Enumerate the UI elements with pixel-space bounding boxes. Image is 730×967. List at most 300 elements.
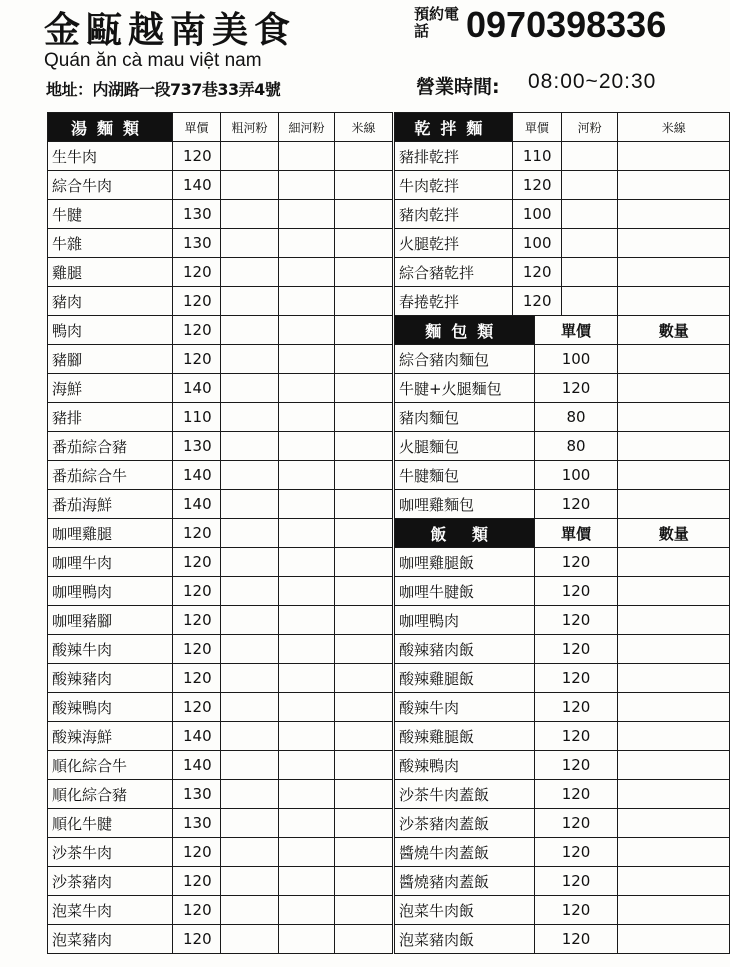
- thick-noodle-qty-cell[interactable]: [221, 490, 279, 519]
- soup-col-header: 粗河粉: [221, 113, 279, 142]
- thin-noodle-qty-cell[interactable]: [279, 374, 335, 403]
- soup-item-row: [48, 606, 393, 635]
- thick-noodle-qty-cell[interactable]: [221, 171, 279, 200]
- thin-noodle-qty-cell[interactable]: [279, 258, 335, 287]
- bread-item-row: [395, 374, 730, 403]
- soup-item-name: 泡菜牛肉: [48, 896, 173, 925]
- rice-item-price: 120: [534, 838, 618, 867]
- rice-item-row: [395, 635, 730, 664]
- soup-item-row: [48, 287, 393, 316]
- soup-item-price: 120: [173, 548, 221, 577]
- thin-noodle-qty-cell[interactable]: [279, 461, 335, 490]
- thick-noodle-qty-cell[interactable]: [221, 461, 279, 490]
- soup-item-price: 120: [173, 316, 221, 345]
- thick-noodle-qty-cell[interactable]: [221, 142, 279, 171]
- bread-item-row: [395, 461, 730, 490]
- rice-item-row: [395, 577, 730, 606]
- vermicelli-qty-cell[interactable]: [335, 635, 393, 664]
- dry-item-name: 牛肉乾拌: [395, 171, 513, 200]
- soup-item-name: 沙茶豬肉: [48, 867, 173, 896]
- rice-col-header: 單價: [534, 519, 618, 548]
- thin-noodle-qty-cell[interactable]: [279, 693, 335, 722]
- soup-item-price: 140: [173, 490, 221, 519]
- right-menu-table: [394, 112, 730, 954]
- rice-item-price: 120: [534, 809, 618, 838]
- dry-item-name: 豬排乾拌: [395, 142, 513, 171]
- address: 地址：内湖路一段737巷33弄4號: [46, 80, 281, 99]
- thick-noodle-qty-cell[interactable]: [221, 200, 279, 229]
- soup-item-name: 豬排: [48, 403, 173, 432]
- bread-item-row: [395, 432, 730, 461]
- rice-item-price: 120: [534, 722, 618, 751]
- dry-item-price: 120: [512, 287, 561, 316]
- soup-item-row: [48, 896, 393, 925]
- rice-item-row: [395, 780, 730, 809]
- soup-item-name: 咖哩豬腳: [48, 606, 173, 635]
- soup-item-price: 120: [173, 519, 221, 548]
- thick-noodle-qty-cell[interactable]: [221, 432, 279, 461]
- rice-item-price: 120: [534, 664, 618, 693]
- soup-item-row: [48, 142, 393, 171]
- thick-noodle-qty-cell[interactable]: [221, 316, 279, 345]
- soup-item-name: 番茄綜合牛: [48, 461, 173, 490]
- thin-noodle-qty-cell[interactable]: [279, 896, 335, 925]
- soup-item-row: [48, 867, 393, 896]
- rice-item-name: 醬燒牛肉蓋飯: [395, 838, 535, 867]
- rice-item-row: [395, 693, 730, 722]
- thick-noodle-qty-cell[interactable]: [221, 693, 279, 722]
- soup-item-price: 140: [173, 171, 221, 200]
- vermicelli-qty-cell[interactable]: [335, 606, 393, 635]
- bread-item-row: [395, 490, 730, 519]
- thin-noodle-qty-cell[interactable]: [279, 809, 335, 838]
- bread-col-header: 數量: [618, 316, 730, 345]
- thin-noodle-qty-cell[interactable]: [279, 635, 335, 664]
- vermicelli-qty-cell[interactable]: [335, 316, 393, 345]
- rice-item-name: 酸辣牛肉: [395, 693, 535, 722]
- vermicelli-qty-cell[interactable]: [618, 200, 730, 229]
- dry-section-title: 乾拌麵: [395, 113, 513, 142]
- quantity-cell[interactable]: [618, 374, 730, 403]
- soup-item-name: 牛雜: [48, 229, 173, 258]
- rice-item-name: 咖哩雞腿飯: [395, 548, 535, 577]
- rice-item-name: 泡菜豬肉飯: [395, 925, 535, 954]
- rice-noodle-qty-cell[interactable]: [561, 229, 618, 258]
- dry-item-row: [395, 142, 730, 171]
- soup-item-name: 沙茶牛肉: [48, 838, 173, 867]
- soup-item-price: 120: [173, 896, 221, 925]
- phone-label: 預約電話: [414, 5, 460, 40]
- soup-item-row: [48, 461, 393, 490]
- soup-item-name: 咖哩鴨肉: [48, 577, 173, 606]
- dry-item-row: [395, 171, 730, 200]
- vermicelli-qty-cell[interactable]: [618, 287, 730, 316]
- thick-noodle-qty-cell[interactable]: [221, 345, 279, 374]
- vermicelli-qty-cell[interactable]: [335, 577, 393, 606]
- dry-item-price: 100: [512, 200, 561, 229]
- soup-item-row: [48, 925, 393, 954]
- dry-item-row: [395, 258, 730, 287]
- thin-noodle-qty-cell[interactable]: [279, 519, 335, 548]
- rice-item-price: 120: [534, 693, 618, 722]
- quantity-cell[interactable]: [618, 664, 730, 693]
- rice-item-price: 120: [534, 780, 618, 809]
- vermicelli-qty-cell[interactable]: [335, 374, 393, 403]
- vermicelli-qty-cell[interactable]: [335, 490, 393, 519]
- soup-item-row: [48, 780, 393, 809]
- soup-item-price: 140: [173, 374, 221, 403]
- thick-noodle-qty-cell[interactable]: [221, 258, 279, 287]
- soup-item-name: 酸辣牛肉: [48, 635, 173, 664]
- soup-item-row: [48, 171, 393, 200]
- rice-item-price: 120: [534, 548, 618, 577]
- vermicelli-qty-cell[interactable]: [335, 809, 393, 838]
- thick-noodle-qty-cell[interactable]: [221, 606, 279, 635]
- bread-header-row: [395, 316, 730, 345]
- thin-noodle-qty-cell[interactable]: [279, 838, 335, 867]
- soup-item-row: [48, 635, 393, 664]
- bread-item-row: [395, 345, 730, 374]
- thick-noodle-qty-cell[interactable]: [221, 809, 279, 838]
- rice-header-row: [395, 519, 730, 548]
- vermicelli-qty-cell[interactable]: [335, 693, 393, 722]
- dry-item-row: [395, 287, 730, 316]
- soup-item-price: 130: [173, 229, 221, 258]
- thin-noodle-qty-cell[interactable]: [279, 229, 335, 258]
- soup-item-name: 豬腳: [48, 345, 173, 374]
- vermicelli-qty-cell[interactable]: [335, 519, 393, 548]
- rice-item-row: [395, 751, 730, 780]
- dry-item-name: 綜合豬乾拌: [395, 258, 513, 287]
- bread-item-price: 100: [534, 345, 618, 374]
- soup-item-name: 泡菜豬肉: [48, 925, 173, 954]
- rice-item-row: [395, 722, 730, 751]
- soup-item-name: 番茄海鮮: [48, 490, 173, 519]
- vermicelli-qty-cell[interactable]: [335, 461, 393, 490]
- thick-noodle-qty-cell[interactable]: [221, 780, 279, 809]
- rice-item-price: 120: [534, 635, 618, 664]
- soup-item-row: [48, 229, 393, 258]
- soup-item-price: 130: [173, 432, 221, 461]
- dry-item-name: 春捲乾拌: [395, 287, 513, 316]
- bread-item-name: 豬肉麵包: [395, 403, 535, 432]
- thick-noodle-qty-cell[interactable]: [221, 635, 279, 664]
- dry-item-name: 豬肉乾拌: [395, 200, 513, 229]
- quantity-cell[interactable]: [618, 345, 730, 374]
- soup-item-price: 120: [173, 142, 221, 171]
- soup-item-row: [48, 809, 393, 838]
- vermicelli-qty-cell[interactable]: [335, 403, 393, 432]
- dry-item-price: 110: [512, 142, 561, 171]
- hours-label: 營業時間:: [416, 76, 500, 98]
- rice-item-name: 酸辣豬肉飯: [395, 635, 535, 664]
- bread-item-name: 牛腱+火腿麵包: [395, 374, 535, 403]
- rice-item-name: 咖哩牛腱飯: [395, 577, 535, 606]
- quantity-cell[interactable]: [618, 403, 730, 432]
- vermicelli-qty-cell[interactable]: [335, 345, 393, 374]
- bread-col-header: 單價: [534, 316, 618, 345]
- soup-item-row: [48, 664, 393, 693]
- thick-noodle-qty-cell[interactable]: [221, 374, 279, 403]
- bread-item-name: 牛腱麵包: [395, 461, 535, 490]
- vermicelli-qty-cell[interactable]: [618, 142, 730, 171]
- soup-item-row: [48, 751, 393, 780]
- soup-item-price: 130: [173, 780, 221, 809]
- soup-item-price: 120: [173, 287, 221, 316]
- rice-noodle-qty-cell[interactable]: [561, 258, 618, 287]
- rice-item-row: [395, 838, 730, 867]
- quantity-cell[interactable]: [618, 780, 730, 809]
- soup-item-row: [48, 432, 393, 461]
- thin-noodle-qty-cell[interactable]: [279, 751, 335, 780]
- thick-noodle-qty-cell[interactable]: [221, 519, 279, 548]
- thin-noodle-qty-cell[interactable]: [279, 345, 335, 374]
- rice-noodle-qty-cell[interactable]: [561, 142, 618, 171]
- vermicelli-qty-cell[interactable]: [335, 432, 393, 461]
- vermicelli-qty-cell[interactable]: [618, 258, 730, 287]
- dry-item-price: 120: [512, 171, 561, 200]
- soup-item-row: [48, 722, 393, 751]
- thin-noodle-qty-cell[interactable]: [279, 287, 335, 316]
- quantity-cell[interactable]: [618, 432, 730, 461]
- dry-col-header: 河粉: [561, 113, 618, 142]
- vermicelli-qty-cell[interactable]: [335, 925, 393, 954]
- vermicelli-qty-cell[interactable]: [618, 229, 730, 258]
- bread-item-price: 100: [534, 461, 618, 490]
- bread-item-price: 120: [534, 490, 618, 519]
- bread-item-price: 80: [534, 403, 618, 432]
- quantity-cell[interactable]: [618, 577, 730, 606]
- vermicelli-qty-cell[interactable]: [335, 548, 393, 577]
- soup-item-row: [48, 693, 393, 722]
- quantity-cell[interactable]: [618, 606, 730, 635]
- quantity-cell[interactable]: [618, 867, 730, 896]
- thick-noodle-qty-cell[interactable]: [221, 925, 279, 954]
- thick-noodle-qty-cell[interactable]: [221, 403, 279, 432]
- rice-item-name: 酸辣鴨肉: [395, 751, 535, 780]
- vermicelli-qty-cell[interactable]: [335, 664, 393, 693]
- rice-item-price: 120: [534, 896, 618, 925]
- thick-noodle-qty-cell[interactable]: [221, 722, 279, 751]
- rice-noodle-qty-cell[interactable]: [561, 171, 618, 200]
- vermicelli-qty-cell[interactable]: [335, 171, 393, 200]
- dry-header-row: [395, 113, 730, 142]
- thin-noodle-qty-cell[interactable]: [279, 403, 335, 432]
- soup-item-price: 110: [173, 403, 221, 432]
- soup-item-row: [48, 548, 393, 577]
- thin-noodle-qty-cell[interactable]: [279, 780, 335, 809]
- bread-item-price: 120: [534, 374, 618, 403]
- soup-item-name: 酸辣鴨肉: [48, 693, 173, 722]
- rice-item-row: [395, 896, 730, 925]
- rice-item-row: [395, 925, 730, 954]
- bread-item-row: [395, 403, 730, 432]
- soup-item-row: [48, 374, 393, 403]
- bread-item-price: 80: [534, 432, 618, 461]
- rice-item-price: 120: [534, 867, 618, 896]
- dry-col-header: 米線: [618, 113, 730, 142]
- soup-item-name: 順化綜合豬: [48, 780, 173, 809]
- dry-col-header: 單價: [512, 113, 561, 142]
- rice-section-title: 飯 類: [395, 519, 535, 548]
- vermicelli-qty-cell[interactable]: [335, 287, 393, 316]
- quantity-cell[interactable]: [618, 722, 730, 751]
- soup-item-row: [48, 403, 393, 432]
- vermicelli-qty-cell[interactable]: [335, 722, 393, 751]
- thick-noodle-qty-cell[interactable]: [221, 577, 279, 606]
- bread-item-name: 火腿麵包: [395, 432, 535, 461]
- thin-noodle-qty-cell[interactable]: [279, 925, 335, 954]
- quantity-cell[interactable]: [618, 809, 730, 838]
- rice-col-header: 數量: [618, 519, 730, 548]
- vermicelli-qty-cell[interactable]: [335, 780, 393, 809]
- soup-item-row: [48, 200, 393, 229]
- business-hours: 08:00~20:30: [528, 70, 657, 93]
- menu-header: [0, 0, 730, 110]
- soup-item-name: 順化綜合牛: [48, 751, 173, 780]
- thick-noodle-qty-cell[interactable]: [221, 664, 279, 693]
- soup-item-price: 140: [173, 751, 221, 780]
- rice-noodle-qty-cell[interactable]: [561, 200, 618, 229]
- rice-item-name: 咖哩鴨肉: [395, 606, 535, 635]
- soup-item-name: 綜合牛肉: [48, 171, 173, 200]
- soup-item-row: [48, 577, 393, 606]
- soup-item-row: [48, 258, 393, 287]
- soup-item-name: 咖哩雞腿: [48, 519, 173, 548]
- rice-item-row: [395, 664, 730, 693]
- soup-item-name: 海鮮: [48, 374, 173, 403]
- thick-noodle-qty-cell[interactable]: [221, 751, 279, 780]
- rice-item-row: [395, 548, 730, 577]
- thin-noodle-qty-cell[interactable]: [279, 577, 335, 606]
- vermicelli-qty-cell[interactable]: [335, 867, 393, 896]
- rice-item-price: 120: [534, 925, 618, 954]
- soup-col-header: 細河粉: [279, 113, 335, 142]
- restaurant-name: 金甌越南美食: [44, 9, 297, 51]
- soup-item-price: 140: [173, 461, 221, 490]
- thick-noodle-qty-cell[interactable]: [221, 867, 279, 896]
- rice-noodle-qty-cell[interactable]: [561, 287, 618, 316]
- rice-item-price: 120: [534, 751, 618, 780]
- rice-item-price: 120: [534, 606, 618, 635]
- soup-item-price: 120: [173, 867, 221, 896]
- rice-item-price: 120: [534, 577, 618, 606]
- thick-noodle-qty-cell[interactable]: [221, 287, 279, 316]
- thin-noodle-qty-cell[interactable]: [279, 490, 335, 519]
- soup-item-name: 豬肉: [48, 287, 173, 316]
- quantity-cell[interactable]: [618, 490, 730, 519]
- soup-noodle-table: [47, 112, 393, 954]
- soup-item-price: 130: [173, 809, 221, 838]
- soup-item-name: 生牛肉: [48, 142, 173, 171]
- soup-item-price: 120: [173, 635, 221, 664]
- dry-item-price: 100: [512, 229, 561, 258]
- quantity-cell[interactable]: [618, 751, 730, 780]
- bread-section-title: 麵包類: [395, 316, 535, 345]
- rice-item-name: 沙茶豬肉蓋飯: [395, 809, 535, 838]
- vermicelli-qty-cell[interactable]: [335, 200, 393, 229]
- thin-noodle-qty-cell[interactable]: [279, 664, 335, 693]
- soup-item-price: 120: [173, 664, 221, 693]
- thin-noodle-qty-cell[interactable]: [279, 432, 335, 461]
- soup-item-price: 120: [173, 693, 221, 722]
- soup-item-name: 酸辣豬肉: [48, 664, 173, 693]
- dry-item-row: [395, 229, 730, 258]
- thick-noodle-qty-cell[interactable]: [221, 548, 279, 577]
- vermicelli-qty-cell[interactable]: [618, 171, 730, 200]
- soup-item-row: [48, 838, 393, 867]
- restaurant-subtitle: Quán ăn cà mau việt nam: [44, 50, 262, 71]
- soup-item-row: [48, 316, 393, 345]
- soup-item-row: [48, 519, 393, 548]
- soup-item-name: 牛腱: [48, 200, 173, 229]
- rice-item-name: 酸辣雞腿飯: [395, 664, 535, 693]
- quantity-cell[interactable]: [618, 896, 730, 925]
- soup-item-price: 120: [173, 577, 221, 606]
- soup-item-name: 順化牛腱: [48, 809, 173, 838]
- soup-section-title: 湯麵類: [48, 113, 173, 142]
- bread-item-name: 綜合豬肉麵包: [395, 345, 535, 374]
- thick-noodle-qty-cell[interactable]: [221, 229, 279, 258]
- vermicelli-qty-cell[interactable]: [335, 258, 393, 287]
- dry-item-row: [395, 200, 730, 229]
- vermicelli-qty-cell[interactable]: [335, 229, 393, 258]
- thin-noodle-qty-cell[interactable]: [279, 548, 335, 577]
- vermicelli-qty-cell[interactable]: [335, 142, 393, 171]
- rice-item-name: 酸辣雞腿飯: [395, 722, 535, 751]
- vermicelli-qty-cell[interactable]: [335, 751, 393, 780]
- rice-item-name: 醬燒豬肉蓋飯: [395, 867, 535, 896]
- soup-col-header: 米線: [335, 113, 393, 142]
- thin-noodle-qty-cell[interactable]: [279, 200, 335, 229]
- soup-item-price: 120: [173, 925, 221, 954]
- thin-noodle-qty-cell[interactable]: [279, 316, 335, 345]
- soup-item-row: [48, 490, 393, 519]
- thin-noodle-qty-cell[interactable]: [279, 142, 335, 171]
- rice-item-name: 沙茶牛肉蓋飯: [395, 780, 535, 809]
- quantity-cell[interactable]: [618, 461, 730, 490]
- soup-item-name: 鴨肉: [48, 316, 173, 345]
- soup-item-price: 120: [173, 345, 221, 374]
- quantity-cell[interactable]: [618, 925, 730, 954]
- quantity-cell[interactable]: [618, 693, 730, 722]
- soup-item-row: [48, 345, 393, 374]
- thin-noodle-qty-cell[interactable]: [279, 722, 335, 751]
- vermicelli-qty-cell[interactable]: [335, 896, 393, 925]
- soup-item-price: 120: [173, 838, 221, 867]
- thick-noodle-qty-cell[interactable]: [221, 838, 279, 867]
- soup-header-row: [48, 113, 393, 142]
- rice-item-row: [395, 809, 730, 838]
- quantity-cell[interactable]: [618, 635, 730, 664]
- vermicelli-qty-cell[interactable]: [335, 838, 393, 867]
- quantity-cell[interactable]: [618, 548, 730, 577]
- soup-item-name: 酸辣海鮮: [48, 722, 173, 751]
- soup-item-price: 120: [173, 606, 221, 635]
- bread-item-name: 咖哩雞麵包: [395, 490, 535, 519]
- thin-noodle-qty-cell[interactable]: [279, 171, 335, 200]
- soup-item-name: 咖哩牛肉: [48, 548, 173, 577]
- soup-item-name: 番茄綜合豬: [48, 432, 173, 461]
- quantity-cell[interactable]: [618, 838, 730, 867]
- rice-item-name: 泡菜牛肉飯: [395, 896, 535, 925]
- thick-noodle-qty-cell[interactable]: [221, 896, 279, 925]
- dry-item-price: 120: [512, 258, 561, 287]
- soup-col-header: 單價: [173, 113, 221, 142]
- soup-item-price: 140: [173, 722, 221, 751]
- thin-noodle-qty-cell[interactable]: [279, 606, 335, 635]
- thin-noodle-qty-cell[interactable]: [279, 867, 335, 896]
